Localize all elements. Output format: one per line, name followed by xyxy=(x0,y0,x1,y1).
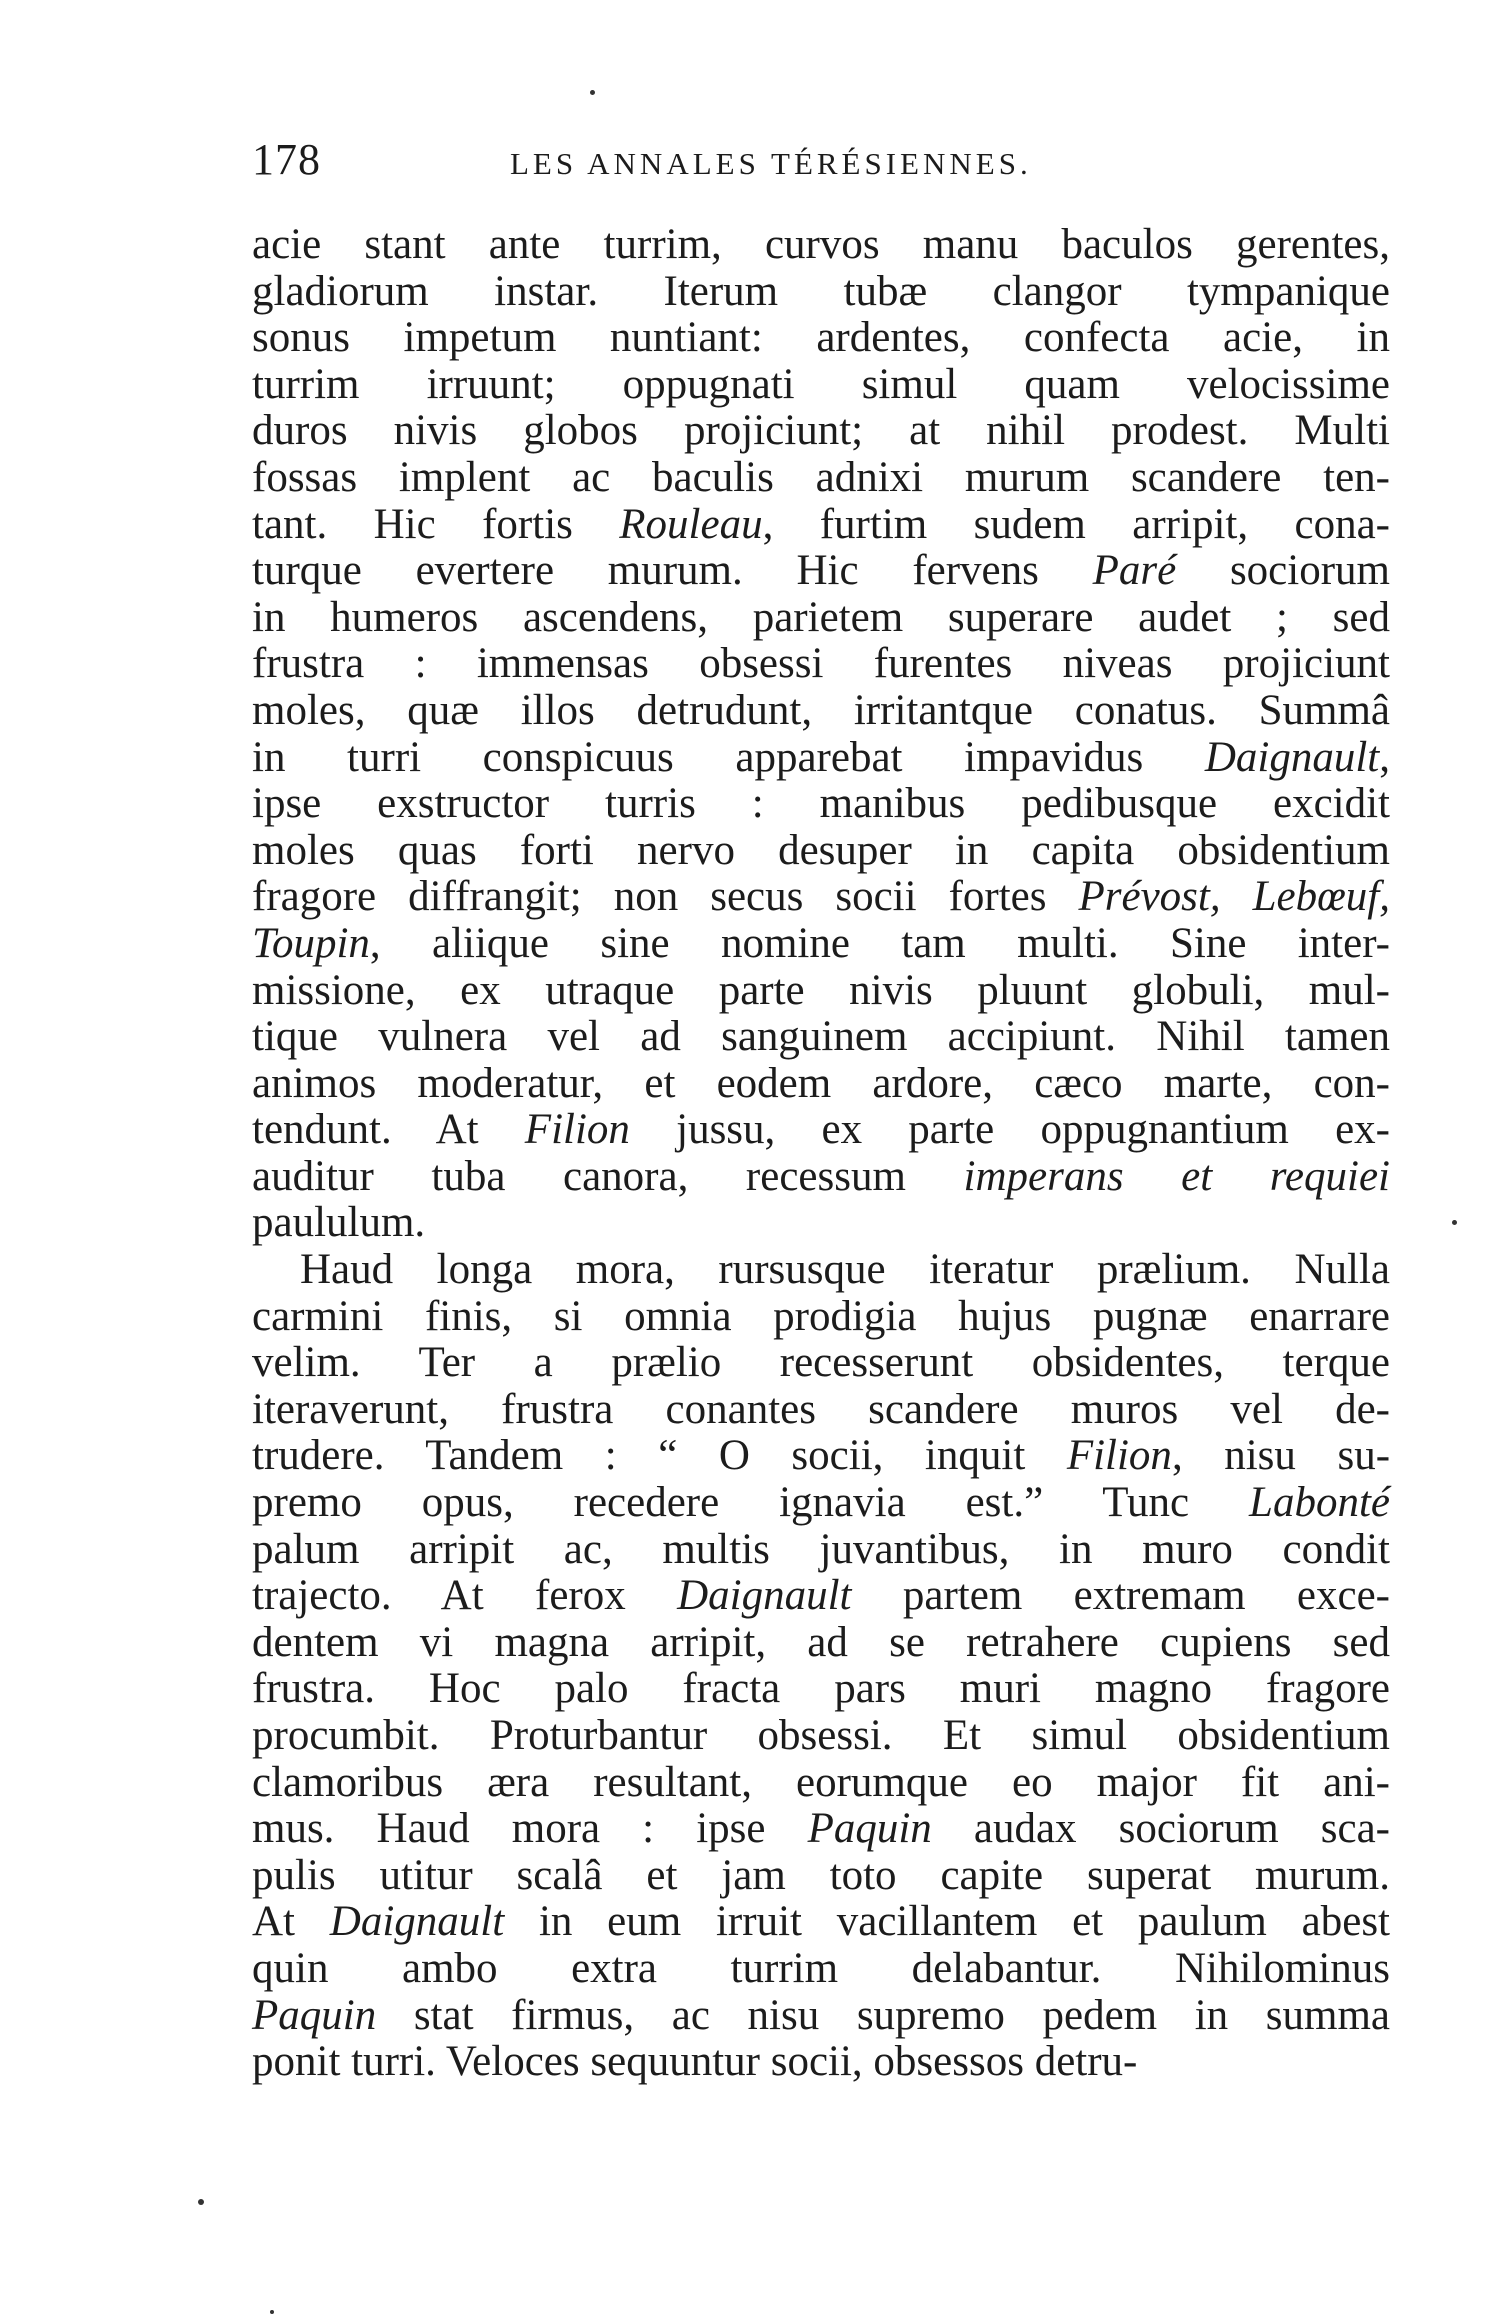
italic-name: Toupin xyxy=(252,919,370,967)
text-line: premo opus, recedere ignavia est.” Tunc Labonté xyxy=(252,1479,1390,1527)
text-line: missione, ex utraque parte nivis pluunt globuli, mul- xyxy=(252,966,1390,1014)
text-line: frustra. Hoc palo fracta pars muri magno fragore xyxy=(252,1665,1390,1713)
italic-name: Daignault xyxy=(1204,733,1380,781)
text-line: acie stant ante turrim, curvos manu baculos gerentes, xyxy=(252,221,1390,268)
print-speck xyxy=(590,90,595,95)
italic-name: Paquin xyxy=(252,1991,377,2039)
italic-name: Daignault xyxy=(329,1898,505,1946)
text-line: gladiorum instar. Iterum tubæ clangor tympanique xyxy=(252,267,1390,315)
text-line: Paquin stat firmus, ac nisu supremo pedem in summa xyxy=(252,1991,1390,2039)
text-line: Toupin, aliique sine nomine tam multi. Sine inter- xyxy=(252,919,1390,967)
print-speck xyxy=(198,2199,204,2205)
running-head xyxy=(252,132,1382,192)
running-title: LES ANNALES TÉRÉSIENNES. xyxy=(510,146,1032,181)
text-line: At Daignault in eum irruit vacillantem et paulum abest xyxy=(252,1898,1390,1946)
text-line: fossas implent ac baculis adnixi murum scandere ten- xyxy=(252,453,1390,501)
text-line: ponit turri. Veloces sequuntur socii, obsessos detru- xyxy=(252,2038,1138,2086)
text-line: quin ambo extra turrim delabantur. Nihilominus xyxy=(252,1944,1390,1992)
text-line: trudere. Tandem : “ O socii, inquit Filion, nisu su- xyxy=(252,1432,1391,1480)
page-number: 178 xyxy=(252,135,321,184)
text-line: duros nivis globos projiciunt; at nihil prodest. Multi xyxy=(252,407,1390,455)
text-line: fragore diffrangit; non secus socii fortes Prévost, Lebœuf, xyxy=(252,873,1390,921)
text-line: dentem vi magna arripit, ad se retrahere cupiens sed xyxy=(252,1618,1390,1666)
text-line: pulis utitur scalâ et jam toto capite superat murum. xyxy=(252,1851,1390,1899)
text-line: iteraverunt, frustra conantes scandere muros vel de- xyxy=(252,1385,1390,1433)
italic-name: Rouleau xyxy=(619,500,763,548)
text-line: tendunt. At Filion jussu, ex parte oppugnantium ex- xyxy=(252,1106,1390,1154)
italic-name: Filion xyxy=(1066,1432,1172,1480)
text-line: in turri conspicuus apparebat impavidus Daignault, xyxy=(252,733,1390,781)
italic-name: Prévost, Lebœuf, xyxy=(1078,873,1390,921)
text-line: ipse exstructor turris : manibus pedibusque excidit xyxy=(252,780,1390,828)
text-line: in humeros ascendens, parietem superare audet ; sed xyxy=(252,593,1390,641)
text-line: sonus impetum nuntiant: ardentes, confecta acie, in xyxy=(252,314,1390,362)
text-line: moles quas forti nervo desuper in capita obsidentium xyxy=(252,826,1390,874)
italic-name: Paré xyxy=(1092,547,1177,595)
text-line: paululum. xyxy=(252,1199,426,1247)
italic-name: Paquin xyxy=(807,1805,932,1853)
text-line: carmini finis, si omnia prodigia hujus pugnæ enarrare xyxy=(252,1292,1390,1340)
text-line: trajecto. At ferox Daignault partem extremam exce- xyxy=(252,1572,1390,1620)
text-line: frustra : immensas obsessi furentes niveas projiciunt xyxy=(252,640,1390,688)
body-text xyxy=(252,222,1390,2086)
italic-name: Labonté xyxy=(1249,1479,1390,1527)
text-line: mus. Haud mora : ipse Paquin audax sociorum sca- xyxy=(252,1805,1390,1853)
italic-name: Filion xyxy=(524,1106,630,1154)
text-line: tique vulnera vel ad sanguinem accipiunt. Nihil tamen xyxy=(252,1013,1390,1061)
text-line: palum arripit ac, multis juvantibus, in muro condit xyxy=(252,1525,1390,1573)
text-line: Haud longa mora, rursusque iteratur prælium. Nulla xyxy=(300,1246,1390,1294)
print-speck xyxy=(270,2310,274,2314)
text-line: clamoribus æra resultant, eorumque eo major fit ani- xyxy=(252,1758,1390,1806)
text-line: velim. Ter a prælio recesserunt obsidentes, terque xyxy=(252,1339,1390,1387)
text-line: turque evertere murum. Hic fervens Paré sociorum xyxy=(252,547,1390,595)
text-line: procumbit. Proturbantur obsessi. Et simul obsidentium xyxy=(252,1712,1390,1759)
text-line: animos moderatur, et eodem ardore, cæco marte, con- xyxy=(252,1059,1390,1107)
text-line: auditur tuba canora, recessum imperans et requiei xyxy=(252,1152,1390,1200)
italic-name: imperans et requiei xyxy=(963,1152,1390,1200)
italic-name: Daignault xyxy=(677,1572,852,1620)
text-line: moles, quæ illos detrudunt, irritantque conatus. Summâ xyxy=(252,686,1390,734)
print-speck xyxy=(1452,1220,1457,1225)
text-line: turrim irruunt; oppugnati simul quam velocissime xyxy=(252,360,1390,408)
text-line: tant. Hic fortis Rouleau, furtim sudem arripit, cona- xyxy=(252,500,1390,548)
